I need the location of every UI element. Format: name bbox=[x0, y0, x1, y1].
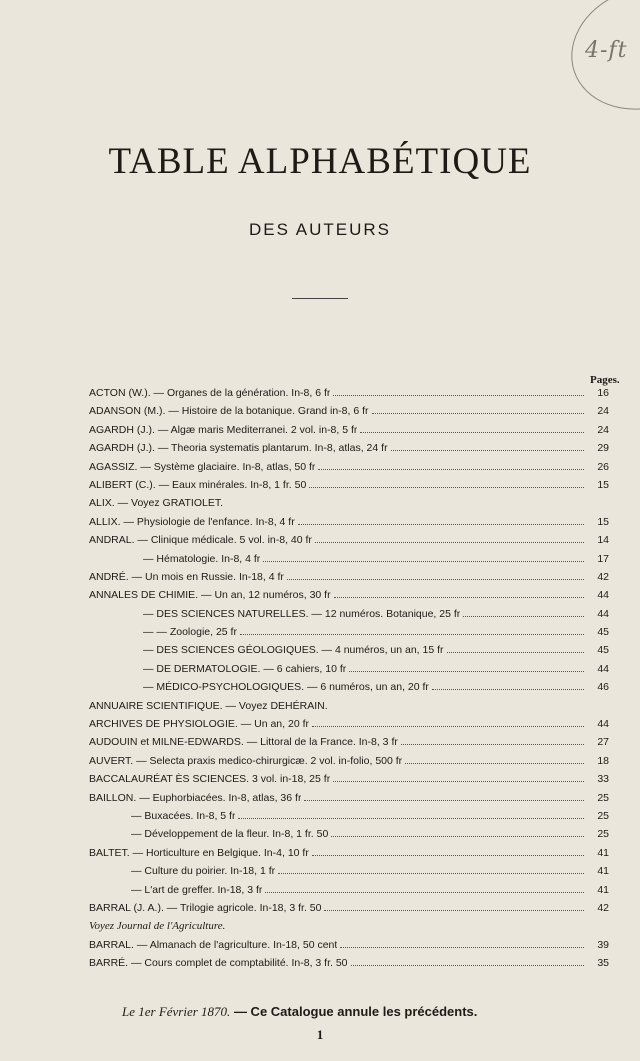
leader-dots bbox=[372, 412, 584, 414]
entry-text: — DES SCIENCES GÉOLOGIQUES. — 4 numéros, un an, 15 fr bbox=[143, 644, 444, 657]
index-entry bbox=[89, 939, 609, 957]
entry-page-number: 15 bbox=[597, 478, 609, 491]
leader-dots bbox=[238, 817, 584, 819]
index-entry bbox=[89, 920, 609, 938]
entry-text: Voyez Journal de l'Agriculture. bbox=[89, 920, 226, 933]
entry-page-number: 46 bbox=[597, 681, 609, 694]
footer-date: Le 1er Février 1870. bbox=[122, 1004, 231, 1019]
index-entry bbox=[89, 865, 609, 883]
leader-dots bbox=[318, 468, 584, 470]
leader-dots bbox=[331, 835, 584, 837]
leader-dots bbox=[240, 633, 584, 635]
index-entry bbox=[89, 461, 609, 479]
index-entry bbox=[89, 644, 609, 662]
entry-page-number: 17 bbox=[597, 552, 609, 565]
entry-text: AUVERT. — Selecta praxis medico-chirurgicæ. 2 vol. in-folio, 500 fr bbox=[89, 754, 403, 767]
index-entry bbox=[89, 847, 609, 865]
entry-page-number: 45 bbox=[597, 626, 609, 639]
entry-text: — — Zoologie, 25 fr bbox=[143, 626, 237, 639]
library-stamp bbox=[555, 0, 640, 128]
leader-dots bbox=[334, 596, 584, 598]
leader-dots bbox=[287, 578, 584, 580]
leader-dots bbox=[401, 743, 584, 745]
entry-page-number: 25 bbox=[597, 809, 609, 822]
entry-text: ADANSON (M.). — Histoire de la botanique. Grand in-8, 6 fr bbox=[89, 405, 369, 418]
entry-page-number: 42 bbox=[597, 570, 609, 583]
entry-page-number: 42 bbox=[597, 901, 609, 914]
entry-page-number: 35 bbox=[597, 957, 609, 970]
leader-dots bbox=[463, 615, 584, 617]
leader-dots bbox=[228, 928, 584, 929]
index-entry bbox=[89, 516, 609, 534]
index-entry bbox=[89, 681, 609, 699]
index-entry bbox=[89, 810, 609, 828]
leader-dots bbox=[315, 541, 584, 543]
leader-dots bbox=[304, 799, 584, 801]
index-entry bbox=[89, 626, 609, 644]
leader-dots bbox=[351, 964, 584, 966]
entry-text: ALLIX. — Physiologie de l'enfance. In-8, 4 fr bbox=[89, 515, 295, 528]
leader-dots bbox=[324, 909, 584, 911]
entry-text: ARCHIVES DE PHYSIOLOGIE. — Un an, 20 fr bbox=[89, 718, 309, 731]
index-entry bbox=[89, 387, 609, 405]
divider bbox=[292, 298, 348, 299]
leader-dots bbox=[447, 651, 584, 653]
index-entry bbox=[89, 479, 609, 497]
entry-page-number: 44 bbox=[597, 589, 609, 602]
index-entry bbox=[89, 884, 609, 902]
leader-dots bbox=[309, 486, 584, 488]
entry-text: — DE DERMATOLOGIE. — 6 cahiers, 10 fr bbox=[143, 662, 347, 675]
index-entry bbox=[89, 828, 609, 846]
entry-text: BARRAL (J. A.). — Trilogie agricole. In-18, 3 fr. 50 bbox=[89, 901, 322, 914]
entry-text: BACCALAURÉAT ÈS SCIENCES. 3 vol. in-18, 25 fr bbox=[89, 773, 331, 786]
leader-dots bbox=[360, 431, 584, 433]
index-entry bbox=[89, 571, 609, 589]
entry-text: AGARDH (J.). — Theoria systematis plantarum. In-8, atlas, 24 fr bbox=[89, 442, 388, 455]
entry-text: — DES SCIENCES NATURELLES. — 12 numéros. Botanique, 25 fr bbox=[143, 607, 461, 620]
entry-text: AGASSIZ. — Système glaciaire. In-8, atlas, 50 fr bbox=[89, 460, 316, 473]
leader-dots bbox=[312, 854, 584, 856]
entry-page-number: 25 bbox=[597, 828, 609, 841]
leader-dots bbox=[405, 762, 584, 764]
entry-text: ANDRÉ. — Un mois en Russie. In-18, 4 fr bbox=[89, 570, 284, 583]
index-entry bbox=[89, 553, 609, 571]
entry-page-number: 24 bbox=[597, 423, 609, 436]
entry-text: BALTET. — Horticulture en Belgique. In-4, 10 fr bbox=[89, 846, 309, 859]
leader-dots bbox=[298, 523, 584, 525]
index-entry bbox=[89, 405, 609, 423]
footer-note bbox=[122, 1004, 477, 1020]
entry-text: ANNALES DE CHIMIE. — Un an, 12 numéros, 30 fr bbox=[89, 589, 331, 602]
index-entry bbox=[89, 792, 609, 810]
entry-page-number: 39 bbox=[597, 938, 609, 951]
entry-page-number: 24 bbox=[597, 405, 609, 418]
entry-page-number: 25 bbox=[597, 791, 609, 804]
index-entry bbox=[89, 773, 609, 791]
entry-text: AGARDH (J.). — Algæ maris Mediterranei. 2 vol. in-8, 5 fr bbox=[89, 423, 358, 436]
page-number: 1 bbox=[316, 1027, 324, 1042]
leader-dots bbox=[391, 449, 584, 451]
index-entry bbox=[89, 902, 609, 920]
handwritten-shelfmark: 4-ft bbox=[585, 38, 628, 63]
index-entry bbox=[89, 663, 609, 681]
entry-page-number: 45 bbox=[597, 644, 609, 657]
entry-text: — Hématologie. In-8, 4 fr bbox=[143, 552, 261, 565]
leader-dots bbox=[312, 725, 584, 727]
entry-page-number: 26 bbox=[597, 460, 609, 473]
index-entry bbox=[89, 736, 609, 754]
entry-page-number: 41 bbox=[597, 846, 609, 859]
leader-dots bbox=[226, 505, 584, 506]
index-entry bbox=[89, 534, 609, 552]
leader-dots bbox=[333, 780, 584, 782]
entry-text: — L'art de greffer. In-18, 3 fr bbox=[131, 883, 263, 896]
index-entry bbox=[89, 442, 609, 460]
entry-text: BAILLON. — Euphorbiacées. In-8, atlas, 36 fr bbox=[89, 791, 302, 804]
leader-dots bbox=[278, 872, 584, 874]
entry-text: ACTON (W.). — Organes de la génération. In-8, 6 fr bbox=[89, 387, 331, 399]
index-entry bbox=[89, 608, 609, 626]
index-entry bbox=[89, 755, 609, 773]
index-entry bbox=[89, 718, 609, 736]
entry-text: — Culture du poirier. In-18, 1 fr bbox=[131, 865, 276, 878]
entry-page-number: 44 bbox=[597, 662, 609, 675]
entry-text: AUDOUIN et MILNE-EDWARDS. — Littoral de la France. In-8, 3 fr bbox=[89, 736, 398, 749]
entry-text: ALIBERT (C.). — Eaux minérales. In-8, 1 fr. 50 bbox=[89, 478, 307, 491]
index-entry bbox=[89, 497, 609, 515]
entry-page-number: 41 bbox=[597, 883, 609, 896]
page-title: TABLE ALPHABÉTIQUE bbox=[108, 141, 532, 182]
entry-text: BARRÉ. — Cours complet de comptabilité. In-8, 3 fr. 50 bbox=[89, 957, 348, 970]
index-entry bbox=[89, 957, 609, 975]
entry-text: BARRAL. — Almanach de l'agriculture. In-18, 50 cent bbox=[89, 938, 338, 951]
leader-dots bbox=[265, 891, 584, 893]
author-index-list bbox=[89, 387, 609, 976]
index-entry bbox=[89, 589, 609, 607]
entry-page-number: 44 bbox=[597, 718, 609, 731]
entry-page-number: 16 bbox=[597, 387, 609, 399]
entry-page-number: 41 bbox=[597, 865, 609, 878]
entry-text: — Buxacées. In-8, 5 fr bbox=[131, 809, 236, 822]
entry-page-number: 27 bbox=[597, 736, 609, 749]
index-entry bbox=[89, 424, 609, 442]
leader-dots bbox=[333, 394, 584, 396]
entry-text: — MÉDICO-PSYCHOLOGIQUES. — 6 numéros, un an, 20 fr bbox=[143, 681, 429, 694]
pages-column-header: Pages. bbox=[590, 374, 620, 386]
leader-dots bbox=[263, 560, 584, 562]
entry-text: ANDRAL. — Clinique médicale. 5 vol. in-8, 40 fr bbox=[89, 534, 312, 547]
index-entry bbox=[89, 700, 609, 718]
entry-page-number: 29 bbox=[597, 442, 609, 455]
leader-dots bbox=[331, 708, 584, 709]
footer-text: — Ce Catalogue annule les précédents. bbox=[233, 1004, 478, 1019]
entry-text: — Développement de la fleur. In-8, 1 fr. 50 bbox=[131, 828, 329, 841]
entry-page-number: 15 bbox=[597, 515, 609, 528]
entry-text: ANNUAIRE SCIENTIFIQUE. — Voyez DEHÉRAIN. bbox=[89, 699, 328, 712]
leader-dots bbox=[340, 946, 584, 948]
leader-dots bbox=[432, 688, 584, 690]
entry-page-number: 33 bbox=[597, 773, 609, 786]
entry-text: ALIX. — Voyez GRATIOLET. bbox=[89, 497, 224, 510]
entry-page-number: 14 bbox=[597, 534, 609, 547]
page-subtitle: DES AUTEURS bbox=[249, 220, 391, 239]
entry-page-number: 18 bbox=[597, 754, 609, 767]
leader-dots bbox=[349, 670, 584, 672]
entry-page-number: 44 bbox=[597, 607, 609, 620]
